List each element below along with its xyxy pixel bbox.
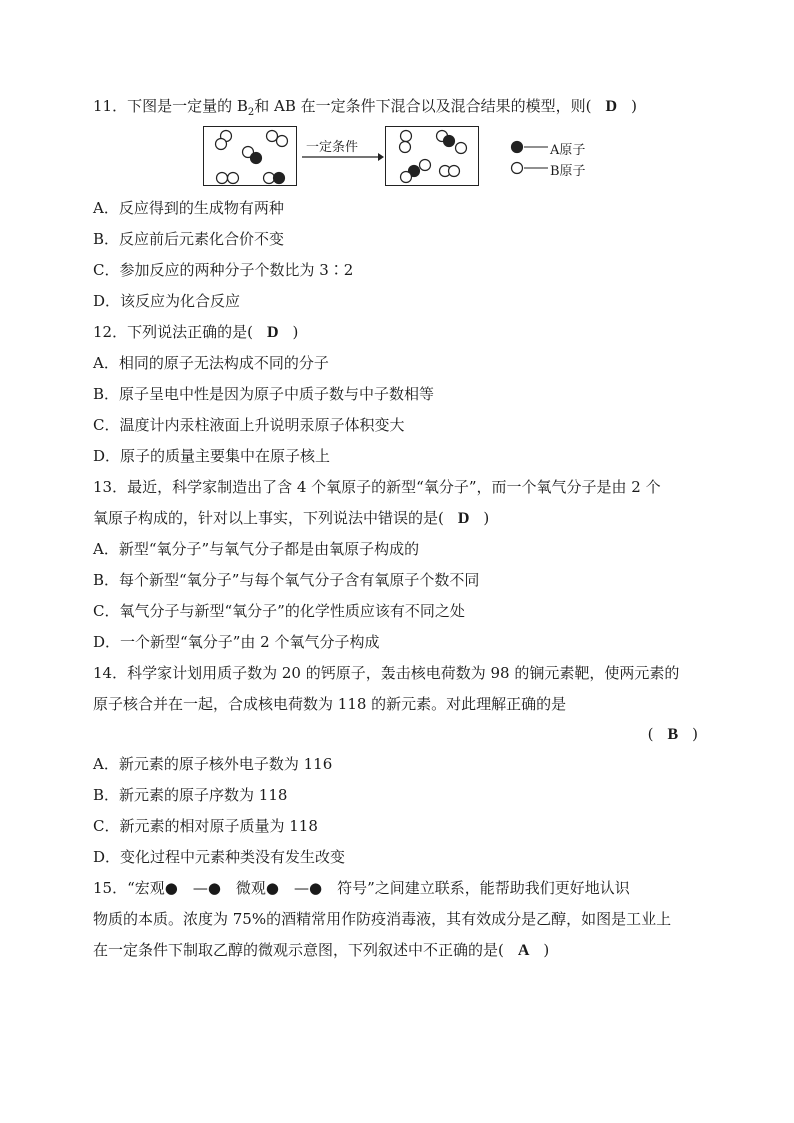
q15-stem-line1: 15．“宏观● —● 微观● —● 符号”之间建立联系，能帮助我们更好地认识 xyxy=(93,879,630,897)
before-molecules xyxy=(204,127,296,185)
after-molecules xyxy=(386,127,478,185)
q14-stem-line2: 原子核合并在一起，合成核电荷数为 118 的新元素。对此理解正确的是 xyxy=(93,695,567,713)
q13-option-d: D．一个新型“氧分子”由 2 个氧气分子构成 xyxy=(93,633,380,651)
q13-option-b: B．每个新型“氧分子”与每个氧气分子含有氧原子个数不同 xyxy=(93,571,480,589)
q12-stem: 12．下列说法正确的是( D ) xyxy=(93,323,299,341)
legend-b-atom-icon xyxy=(510,161,550,175)
q13-option-c: C．氧气分子与新型“氧分子”的化学性质应该有不同之处 xyxy=(93,602,465,620)
q11-option-d: D．该反应为化合反应 xyxy=(93,292,241,310)
q14-answer: B xyxy=(667,726,679,743)
q12-option-b: B．原子呈电中性是因为原子中质子数与中子数相等 xyxy=(93,385,435,403)
q12-option-a: A．相同的原子无法构成不同的分子 xyxy=(93,354,329,372)
q11-option-c: C．参加反应的两种分子个数比为 3∶2 xyxy=(93,261,354,279)
q14-option-a: A．新元素的原子核外电子数为 116 xyxy=(93,755,333,773)
q12-answer: D xyxy=(266,324,279,341)
q14-option-c: C．新元素的相对原子质量为 118 xyxy=(93,817,318,835)
legend-a-atom-icon xyxy=(510,140,550,154)
q14-answer-bracket: ( B ) xyxy=(647,725,698,743)
q11-option-a: A．反应得到的生成物有两种 xyxy=(93,199,284,217)
before-reaction-box xyxy=(203,126,297,186)
q11-option-b: B．反应前后元素化合价不变 xyxy=(93,230,285,248)
legend-b-atom-label: B原子 xyxy=(550,164,586,179)
q12-option-d: D．原子的质量主要集中在原子核上 xyxy=(93,447,331,465)
reaction-condition-label: 一定条件 xyxy=(306,140,359,155)
q13-stem-line2: 氧原子构成的，针对以上事实，下列说法中错误的是( D ) xyxy=(93,509,490,527)
q15-stem-line3: 在一定条件下制取乙醇的微观示意图，下列叙述中不正确的是( A ) xyxy=(93,941,550,959)
q14-option-d: D．变化过程中元素种类没有发生改变 xyxy=(93,848,346,866)
molecule-model-diagram xyxy=(200,124,610,190)
q11-answer: D xyxy=(605,98,618,115)
legend-a-atom-label: A原子 xyxy=(550,143,586,158)
q13-option-a: A．新型“氧分子”与氧气分子都是由氧原子构成的 xyxy=(93,540,420,558)
q11-stem: 11．下图是一定量的 $B_2$和 AB 在一定条件下混合以及混合结果的模型，则( D ) xyxy=(93,97,637,118)
q14-option-b: B．新元素的原子序数为 118 xyxy=(93,786,288,804)
q14-stem-line1: 14．科学家计划用质子数为 20 的钙原子，轰击核电荷数为 98 的锎元素靶，使两元素的 xyxy=(93,664,680,682)
q13-answer: D xyxy=(457,510,470,527)
q15-stem-line2: 物质的本质。浓度为 75%的酒精常用作防疫消毒液，其有效成分是乙醇，如图是工业上 xyxy=(93,910,672,928)
q13-stem-line1: 13．最近，科学家制造出了含 4 个氧原子的新型“氧分子”，而一个氧气分子是由 2 个 xyxy=(93,478,661,496)
after-reaction-box xyxy=(385,126,479,186)
q12-option-c: C．温度计内汞柱液面上升说明汞原子体积变大 xyxy=(93,416,405,434)
reaction-arrow-icon xyxy=(302,152,384,162)
q15-answer: A xyxy=(517,942,530,959)
